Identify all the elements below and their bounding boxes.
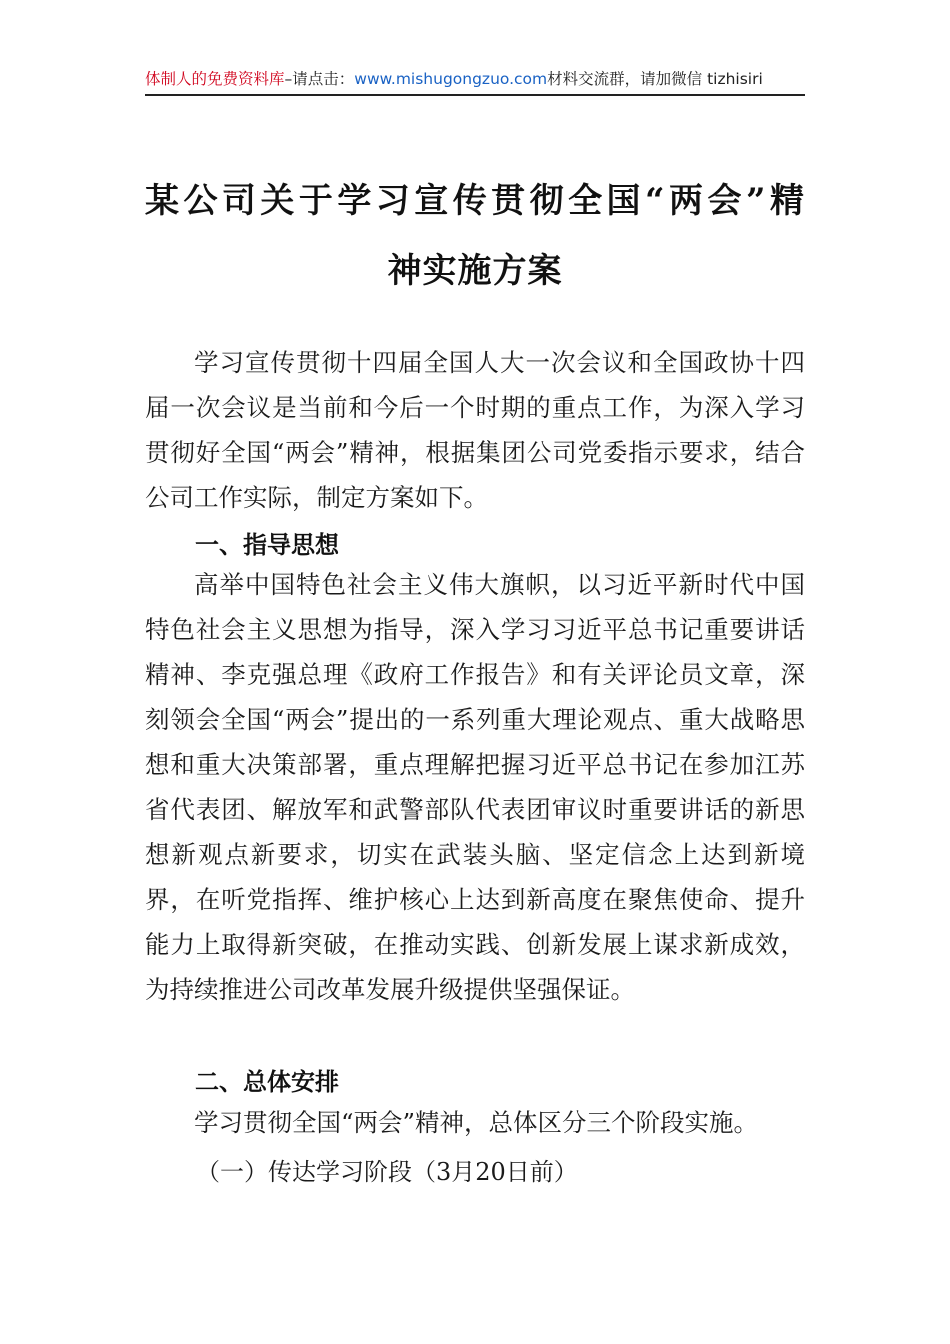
subsection1-heading: （一）传达学习阶段（3月20日前）	[196, 1158, 578, 1186]
page-header	[145, 66, 805, 92]
section2-heading: 二、总体安排	[195, 1068, 339, 1096]
section2-paragraph: 学习贯彻全国“两会”精神，总体区分三个阶段实施。	[194, 1108, 759, 1137]
section1-paragraph: 高举中国特色社会主义伟大旗帜，以习近平新时代中国特色社会主义思想为指导，深入学习习近平总书记重要讲话精神、李克强总理《政府工作报告》和有关评论员文章，深刻领会全国“两会”提出的一系列重大理论观点、重大战略思想和重大决策部署，重点理解把握习近平总书记在参加江苏省代表团、解放军和武警部队代表团审议时重要讲话的新思想新观点新要求，切实在武装头脑、坚定信念上达到新境界，在听党指挥、维护核心上达到新高度在聚焦使命、提升能力上取得新突破，在推动实践、创新发展上谋求新成效，为持续推进公司改革发展升级提供坚强保证。	[145, 570, 805, 1004]
intro-paragraph: 学习宣传贯彻十四届全国人大一次会议和全国政协十四届一次会议是当前和今后一个时期的重点工作，为深入学习贯彻好全国“两会”精神，根据集团公司党委指示要求，结合公司工作实际，制定方案如下。	[145, 348, 805, 512]
document-title-line2: 神实施方案	[387, 251, 563, 291]
section1-heading: 一、指导思想	[195, 531, 339, 559]
header-prompt: –请点击：	[284, 70, 355, 88]
header-contact: 材料交流群，请加微信 tizhisiri	[547, 70, 763, 88]
header-divider	[145, 94, 805, 96]
header-site-name: 体制人的免费资料库	[145, 70, 285, 88]
document-title-line1: 某公司关于学习宣传贯彻全国“两会”精	[145, 181, 805, 221]
header-url-link[interactable]: www.mishugongzuo.com	[354, 70, 548, 88]
